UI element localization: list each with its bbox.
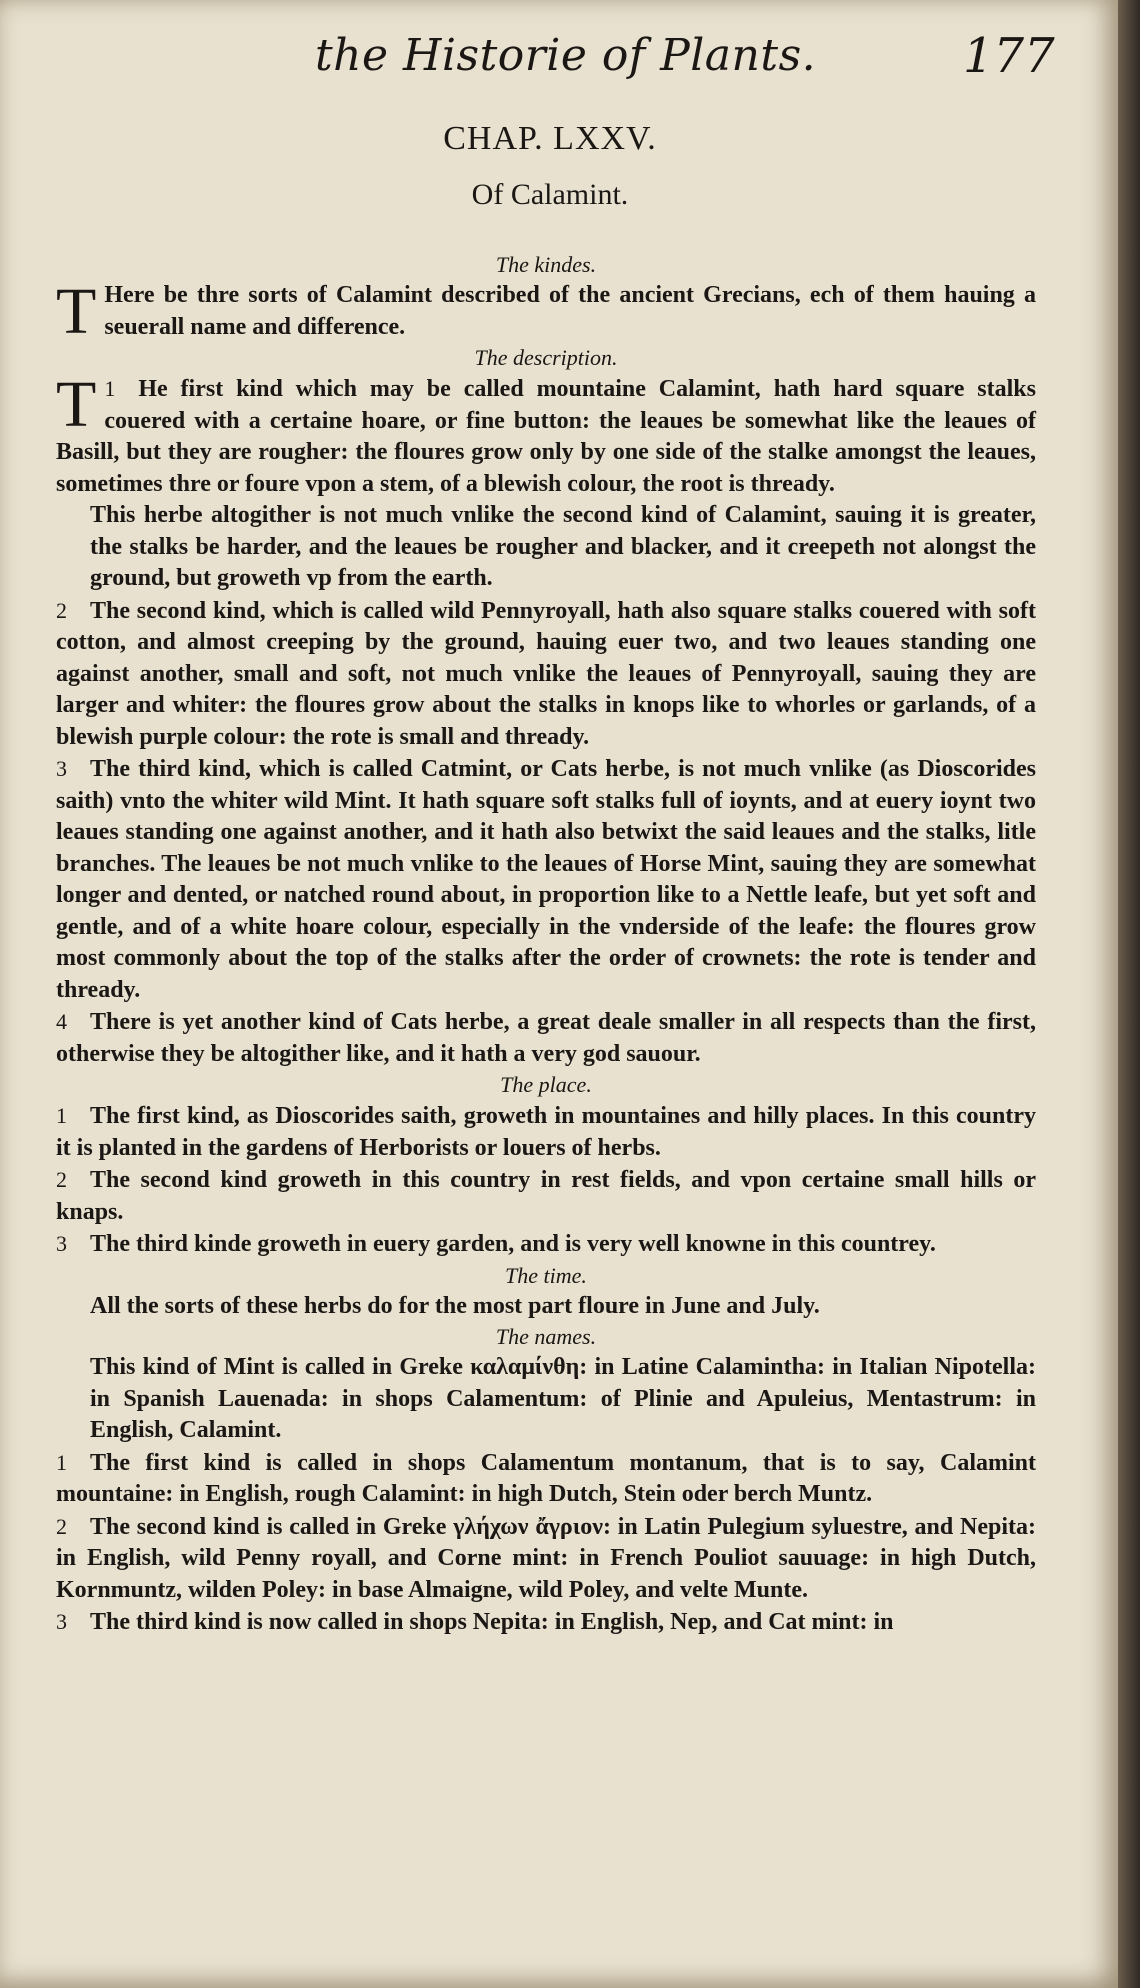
description-paragraph-1b: This herbe altogither is not much vnlike the second kind of Calamint, sauing it is greater, the stalks be harder, and the leaues be rougher and blacker, and it creepeth not alongst the ground, but groweth vp from the earth.: [90, 502, 1036, 591]
section-heading-place: The place.: [500, 1072, 592, 1097]
kindes-text: Here be thre sorts of Calamint described of the ancient Grecians, ech of them hauing a seuerall name and difference.: [104, 282, 1036, 340]
place-paragraph-1: [56, 1100, 1036, 1164]
item-number: 2: [56, 1513, 67, 1539]
page-number: 177: [963, 28, 1055, 84]
item-number: 3: [56, 1609, 67, 1634]
book-page-edge: [1118, 0, 1140, 1988]
names-text-3: The third kind is now called in shops Nepita: in English, Nep, and Cat mint: in: [90, 1609, 894, 1635]
description-text-1: He first kind which may be called mountaine Calamint, hath hard square stalks couered with a certaine hoare, or fine button: the leaues be somewhat like the leaues of Basill, but they are rougher: the floures grow only by one side of the stalke amongst the leaues, sometimes thre or foure vpon a stem, of a blewish colour, the root is thready.: [56, 376, 1036, 497]
place-text-2: The second kind groweth in this country in rest fields, and vpon certaine small hills or knaps.: [56, 1167, 1036, 1225]
description-text-2: The second kind, which is called wild Pennyroyall, hath also square stalks couered with soft cotton, and almost creeping by the ground, hauing euer two, and two leaues standing one against another, small and soft, not much vnlike the leaues of Pennyroyall, sauing they are larger and whiter: the floures grow about the stalks in knops like to whorles or garlands, of a blewish purple colour: the rote is small and thready.: [56, 597, 1036, 750]
section-heading-description: The description.: [474, 345, 618, 370]
place-paragraph-2: [56, 1164, 1036, 1228]
item-number: 3: [56, 1231, 67, 1256]
item-number: 2: [56, 1167, 67, 1192]
item-number: 1: [104, 376, 116, 401]
description-paragraph-2: [56, 595, 1036, 754]
item-number: 3: [56, 756, 67, 781]
running-title: the Historie of Plants.: [315, 30, 817, 81]
item-number: 1: [56, 1103, 67, 1128]
description-text-4: There is yet another kind of Cats herbe, a great deale smaller in all respects than the first, otherwise they be altogither like, and it hath a very god sauour.: [56, 1009, 1036, 1067]
item-number: 1: [56, 1449, 67, 1475]
place-text-1: The first kind, as Dioscorides saith, groweth in mountaines and hilly places. In this country it is planted in the gardens of Herborists or louers of herbs.: [56, 1103, 1036, 1161]
kindes-paragraph: [56, 275, 1036, 348]
place-paragraph-3: [56, 1228, 1036, 1261]
description-paragraph-4: [56, 1006, 1036, 1070]
chapter-number: CHAP. LXXV.: [443, 120, 657, 157]
chapter-title: Of Calamint.: [471, 178, 629, 211]
names-paragraph: This kind of Mint is called in Greke καλαμίνθη: in Latine Calamintha: in Italian Nipotella: in Spanish Lauenada: in shops Calamentum: of Plinie and Apuleius, Mentastrum: in English, Calamint.: [90, 1354, 1036, 1443]
drop-cap: T: [56, 275, 97, 348]
names-paragraph-1: [56, 1447, 1036, 1511]
item-number: 4: [56, 1009, 67, 1034]
names-paragraph-2: [56, 1511, 1036, 1607]
place-text-3: The third kinde groweth in euery garden, and is very well knowne in this countrey.: [90, 1231, 936, 1257]
names-paragraph-3: [56, 1606, 1036, 1639]
section-heading-time: The time.: [505, 1262, 587, 1288]
chapter-body: [56, 250, 1036, 1639]
description-text-3: The third kind, which is called Catmint, or Cats herbe, is not much vnlike (as Dioscorides saith) vnto the whiter wild Mint. It hath square soft stalks full of ioynts, and at euery ioynt two leaues standing one against another, and it hath also betwixt the said leaues and the stalks, litle branches. The leaues be not much vnlike to the leaues of Horse Mint, sauing they are somewhat longer and dented, or natched round about, in proportion like to a Nettle leafe, but yet soft and gentle, and of a white hoare colour, especially in the vnderside of the leafe: the floures grow most commonly about the top of the stalks after the order of crownets: the rote is tender and thready.: [56, 756, 1036, 1003]
page-header: [0, 22, 1080, 92]
section-heading-kindes: The kindes.: [495, 252, 597, 277]
names-text-2: The second kind is called in Greke γλήχων ἄγριον: in Latin Pulegium syluestre, and Nepita: in English, wild Penny royall, and Corne mint: in French Pouliot sauuage: in high Dutch, Kornmuntz, wilden Poley: in base Almaigne, wild Poley, and velte Munte.: [56, 1513, 1036, 1603]
item-number: 2: [56, 597, 67, 623]
names-text-1: The first kind is called in shops Calamentum montanum, that is to say, Calamint mountaine: in English, rough Calamint: in high Dutch, Stein oder berch Muntz.: [56, 1449, 1036, 1507]
section-heading-names: The names.: [495, 1324, 597, 1349]
description-paragraph-3: [56, 753, 1036, 1006]
description-paragraph-1: [56, 368, 1036, 500]
drop-cap: T: [56, 368, 97, 441]
time-paragraph: All the sorts of these herbs do for the most part floure in June and July.: [90, 1292, 820, 1319]
